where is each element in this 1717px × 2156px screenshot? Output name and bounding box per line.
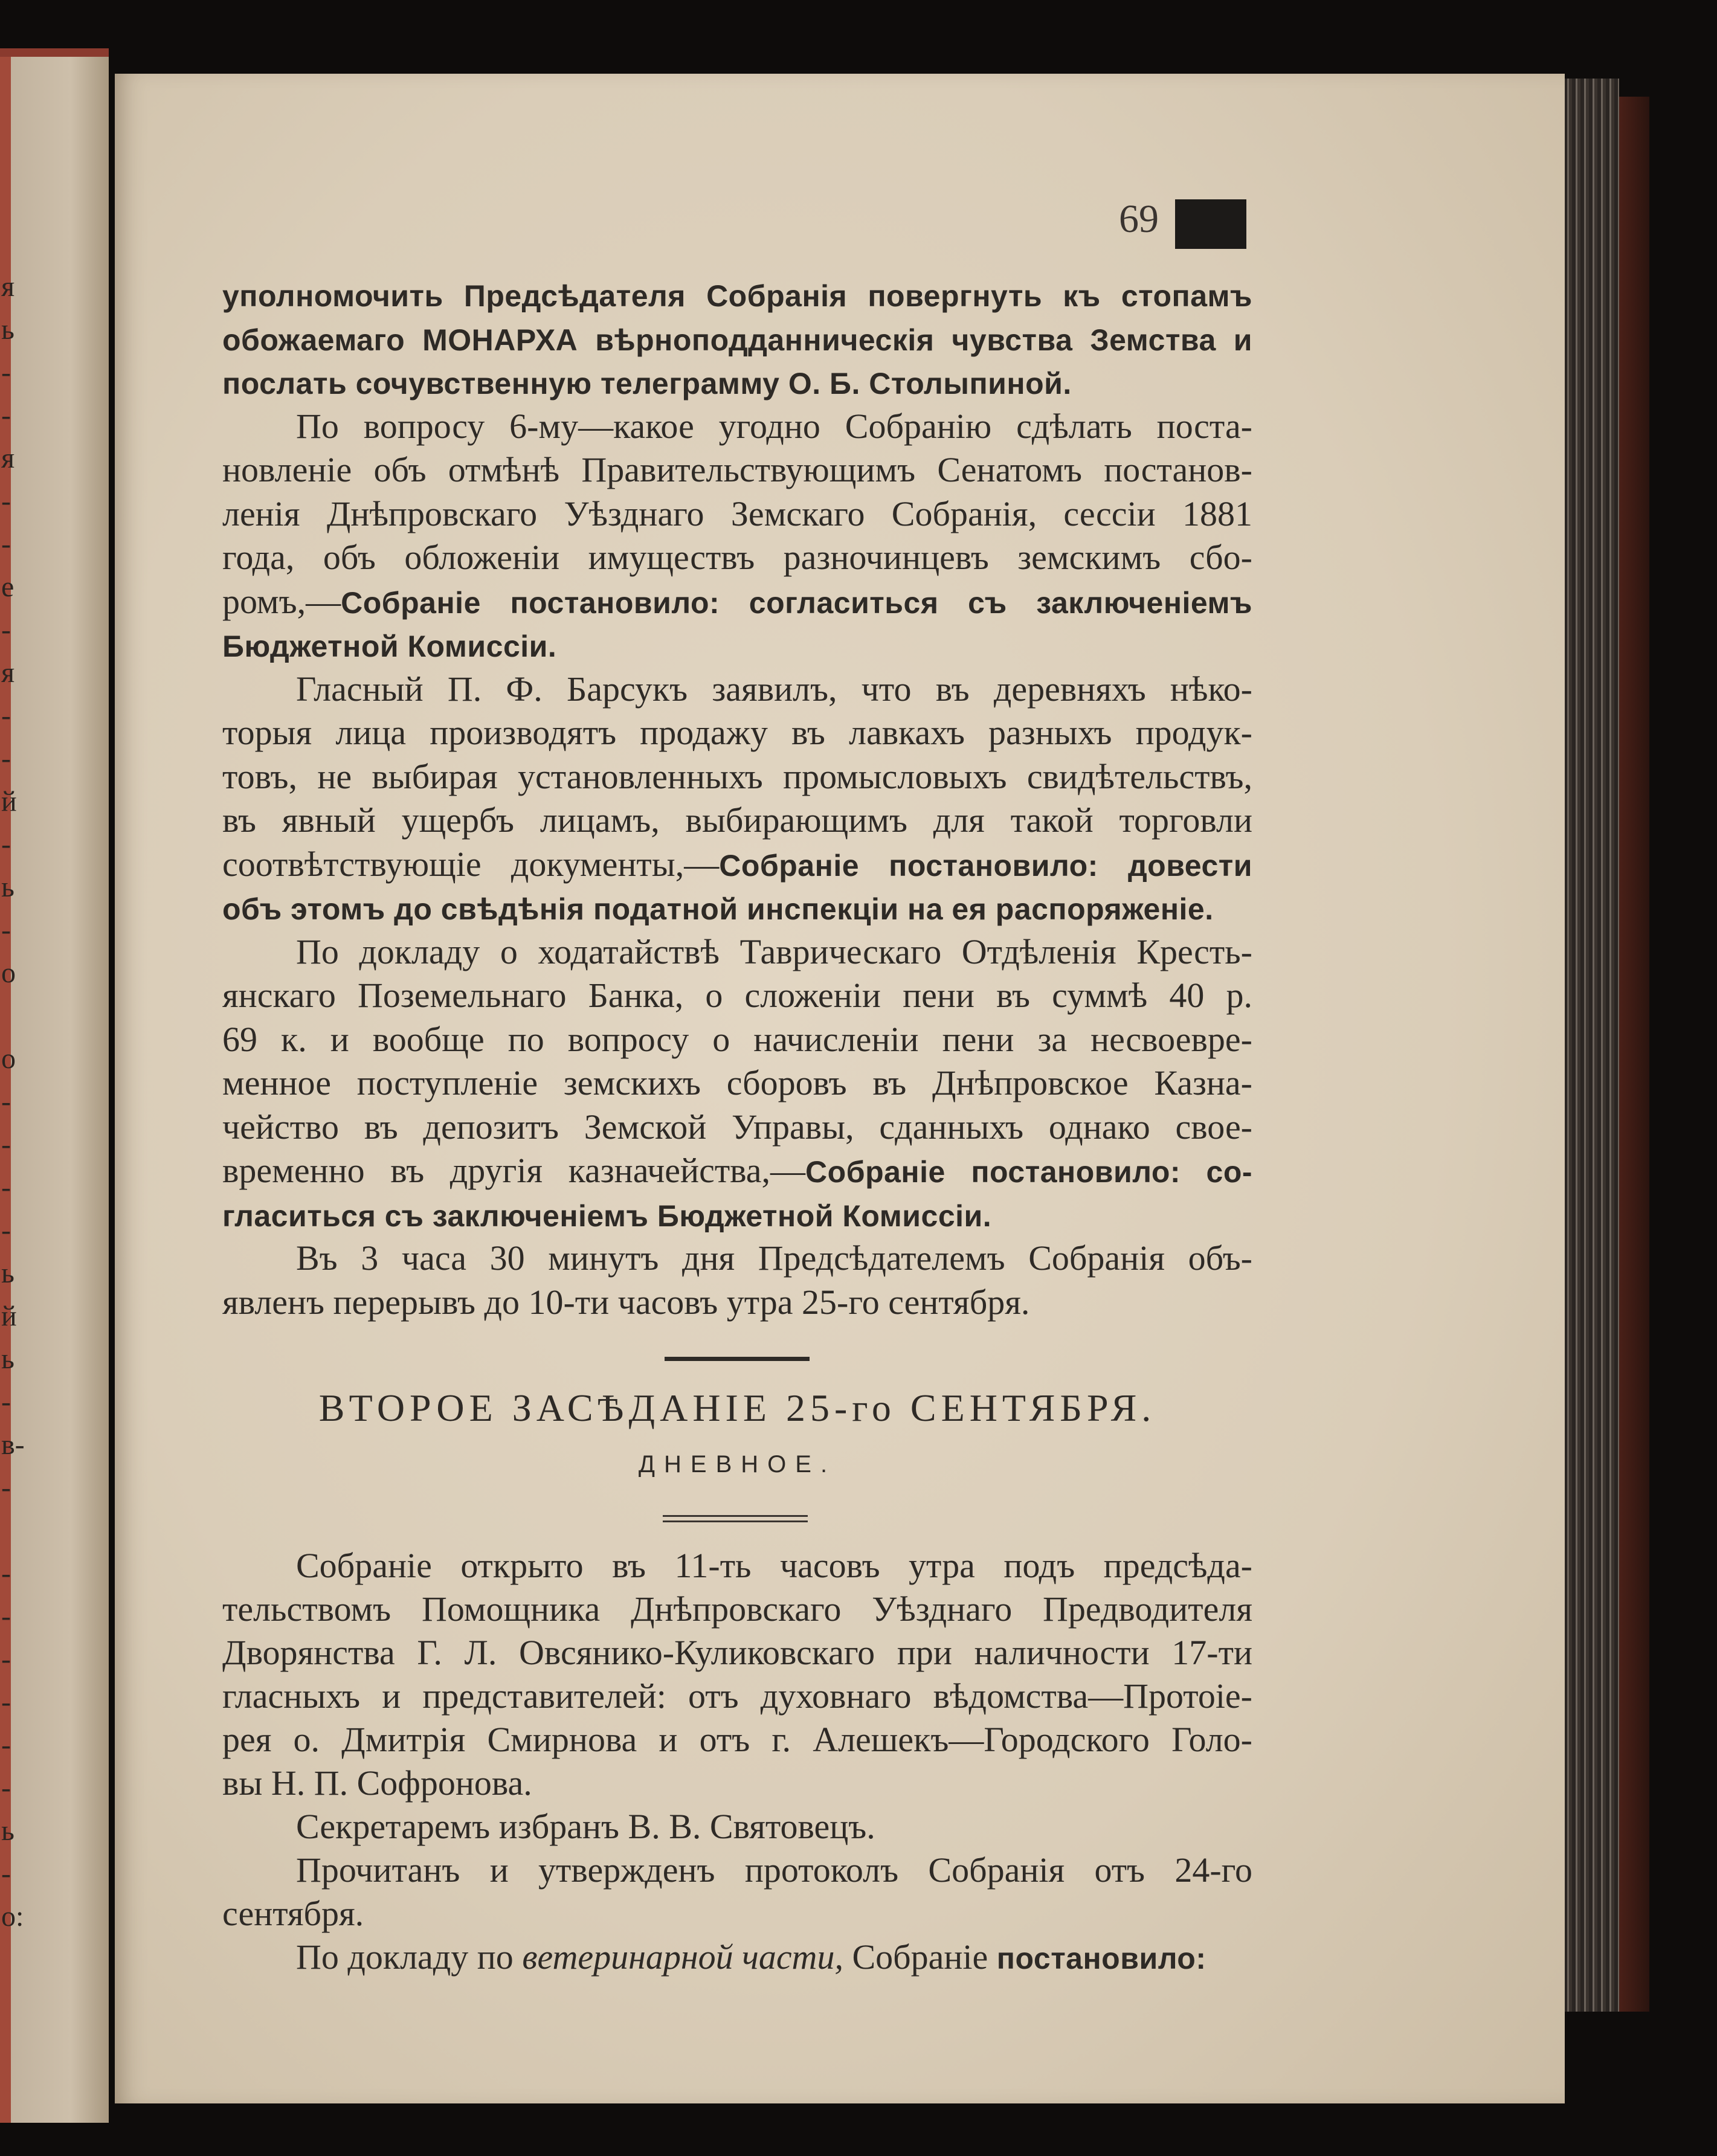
left-letter: -	[1, 1643, 11, 1675]
section-divider-rule	[665, 1357, 810, 1361]
left-letter: -	[1, 742, 11, 774]
text-line	[222, 1936, 1252, 1979]
bold-text-span: Бюджетной Комиссіи.	[222, 629, 557, 663]
text-line: тельствомъ Помощника Днѣпровскаго Уѣзднаго Предводителя	[222, 1589, 1252, 1629]
text-line: товъ, не выбирая установленныхъ промысловыхъ свидѣтельствъ,	[222, 756, 1252, 796]
bold-text-span: гласиться съ заключеніемъ Бюджетной Комиссіи.	[222, 1199, 992, 1233]
text-line: 69 к. и вообще по вопросу о начисленіи пени за несвоевре-	[222, 1019, 1252, 1059]
left-letter: я	[1, 442, 15, 474]
left-letter: ь	[1, 1815, 14, 1847]
left-letter: е	[1, 571, 14, 603]
left-letter: в-	[1, 1429, 25, 1461]
text-line: Гласный П. Ф. Барсукъ заявилъ, что въ деревняхъ нѣко-	[296, 669, 1252, 709]
bold-text-span: послать сочувственную телеграмму О. Б. Столыпиной.	[222, 367, 1072, 401]
double-divider-rule	[663, 1515, 808, 1522]
left-letter: -	[1, 1128, 11, 1160]
text-line: временно въ другія казначейства,—Собраніе постановило: со-	[222, 1151, 1252, 1190]
left-letter: -	[1, 1557, 11, 1589]
left-letter: ь	[1, 1343, 14, 1375]
left-letter: -	[1, 1729, 11, 1761]
left-letter: -	[1, 828, 11, 860]
text-line	[222, 1805, 1252, 1849]
text-line: соотвѣтствующіе документы,—Собраніе постановило: довести	[222, 844, 1252, 884]
text-line: ленія Днѣпровскаго Уѣзднаго Земскаго Собранія, сессіи 1881	[222, 494, 1252, 533]
left-letter	[1, 994, 25, 1037]
left-letter: -	[1, 399, 11, 431]
left-letter	[1, 1509, 25, 1552]
left-letter: -	[1, 1214, 11, 1246]
left-letter: й	[1, 1300, 17, 1332]
text-line: гласныхъ и представителей: отъ духовнаго вѣдомства—Протоіе-	[222, 1676, 1252, 1716]
body-text-bottom	[222, 1544, 1252, 1979]
text-line	[222, 1892, 1252, 1936]
section-subtitle: ДНЕВНОЕ.	[638, 1451, 837, 1478]
text-line: рея о. Дмитрія Смирнова и отъ г. Алешекъ—Городского Голо-	[222, 1720, 1252, 1759]
text-line: уполномочить Предсѣдателя Собранія повергнуть къ стопамъ	[222, 279, 1252, 313]
text-line: года, объ обложеніи имуществъ разночинцевъ земскимъ сбо-	[222, 538, 1252, 577]
left-letter: -	[1, 1600, 11, 1632]
text-line	[222, 886, 1252, 930]
text-line	[222, 623, 1252, 668]
left-letter: ь	[1, 871, 14, 903]
text-line: Собраніе открыто въ 11-ть часовъ утра подъ предсѣда-	[296, 1546, 1252, 1585]
text-line	[222, 1193, 1252, 1237]
text-span: сентября.	[222, 1894, 364, 1933]
text-line	[222, 1762, 1252, 1805]
ink-stamp-mark	[1175, 199, 1246, 249]
left-letter: -	[1, 700, 11, 732]
text-line: чейство въ депозитъ Земской Управы, сданныхъ однако свое-	[222, 1107, 1252, 1147]
section-title: ВТОРОЕ ЗАСѢДАНІЕ 25-го СЕНТЯБРЯ.	[318, 1386, 1156, 1429]
left-letter: -	[1, 914, 11, 946]
left-letter: -	[1, 1171, 11, 1203]
text-line: Въ 3 часа 30 минутъ дня Предсѣдателемъ Собранія объ-	[296, 1238, 1252, 1278]
left-letter: -	[1, 356, 11, 388]
left-letter: ь	[1, 314, 14, 346]
left-letter: -	[1, 1858, 11, 1890]
left-letter: о:	[1, 1900, 24, 1932]
text-span: вы Н. П. Софронова.	[222, 1763, 532, 1803]
left-letter: -	[1, 1472, 11, 1504]
left-letter: я	[1, 657, 15, 689]
left-letter: о	[1, 957, 16, 989]
text-line: янскаго Поземельнаго Банка, о сложеніи пени въ суммѣ 40 р.	[222, 976, 1252, 1015]
left-letter: -	[1, 1686, 11, 1718]
text-line: ромъ,—Собраніе постановило: согласиться съ заключеніемъ	[222, 581, 1252, 621]
previous-page-edge	[0, 48, 109, 2123]
page-number: 69	[1119, 197, 1159, 241]
text-span: По докладу по	[296, 1937, 523, 1977]
text-line	[222, 361, 1252, 405]
italic-text-span: ветеринарной части,	[522, 1937, 843, 1977]
text-line: Дворянства Г. Л. Овсянико-Куликовскаго при наличности 17-ти	[222, 1633, 1252, 1672]
text-span: Секретаремъ избранъ В. В. Святовецъ.	[296, 1807, 875, 1846]
bold-text-span: постановило:	[996, 1942, 1206, 1975]
book-cover-right	[1619, 97, 1649, 2012]
left-letter: -	[1, 1086, 11, 1118]
text-span: Собраніе	[843, 1937, 997, 1977]
left-letter: я	[1, 271, 15, 303]
text-line	[222, 1281, 1252, 1325]
left-letter: о	[1, 1043, 16, 1075]
text-line: новленіе объ отмѣнѣ Правительствующимъ Сенатомъ постанов-	[222, 450, 1252, 489]
left-letter: ь	[1, 1257, 14, 1289]
text-line: обожаемаго МОНАРХА вѣрноподданническія чувства Земства и	[222, 323, 1252, 357]
text-line: менное поступленіе земскихъ сборовъ въ Днѣпровское Казна-	[222, 1063, 1252, 1102]
text-line: По вопросу 6-му—какое угодно Собранію сдѣлать поста-	[296, 406, 1252, 446]
left-letter: -	[1, 485, 11, 517]
left-letter: -	[1, 528, 11, 560]
left-letter: -	[1, 1386, 11, 1418]
previous-page-text-fragments	[0, 265, 25, 1938]
text-line: Прочитанъ и утвержденъ протоколъ Собранія отъ 24-го	[296, 1850, 1252, 1890]
bold-text-span: объ этомъ до свѣдѣнія податной инспекціи на ея распоряженіе.	[222, 892, 1214, 926]
text-line: По докладу о ходатайствѣ Таврическаго Отдѣленія Кресть-	[296, 932, 1252, 971]
left-letter: -	[1, 1772, 11, 1804]
text-line: торыя лица производятъ продажу въ лавкахъ разныхъ продук-	[222, 713, 1252, 752]
body-text-top	[222, 273, 1252, 1324]
text-line: въ явный ущербъ лицамъ, выбирающимъ для такой торговли	[222, 800, 1252, 840]
text-span: явленъ перерывъ до 10-ти часовъ утра 25-го сентября.	[222, 1282, 1030, 1322]
left-letter: й	[1, 785, 17, 817]
left-letter: -	[1, 614, 11, 646]
